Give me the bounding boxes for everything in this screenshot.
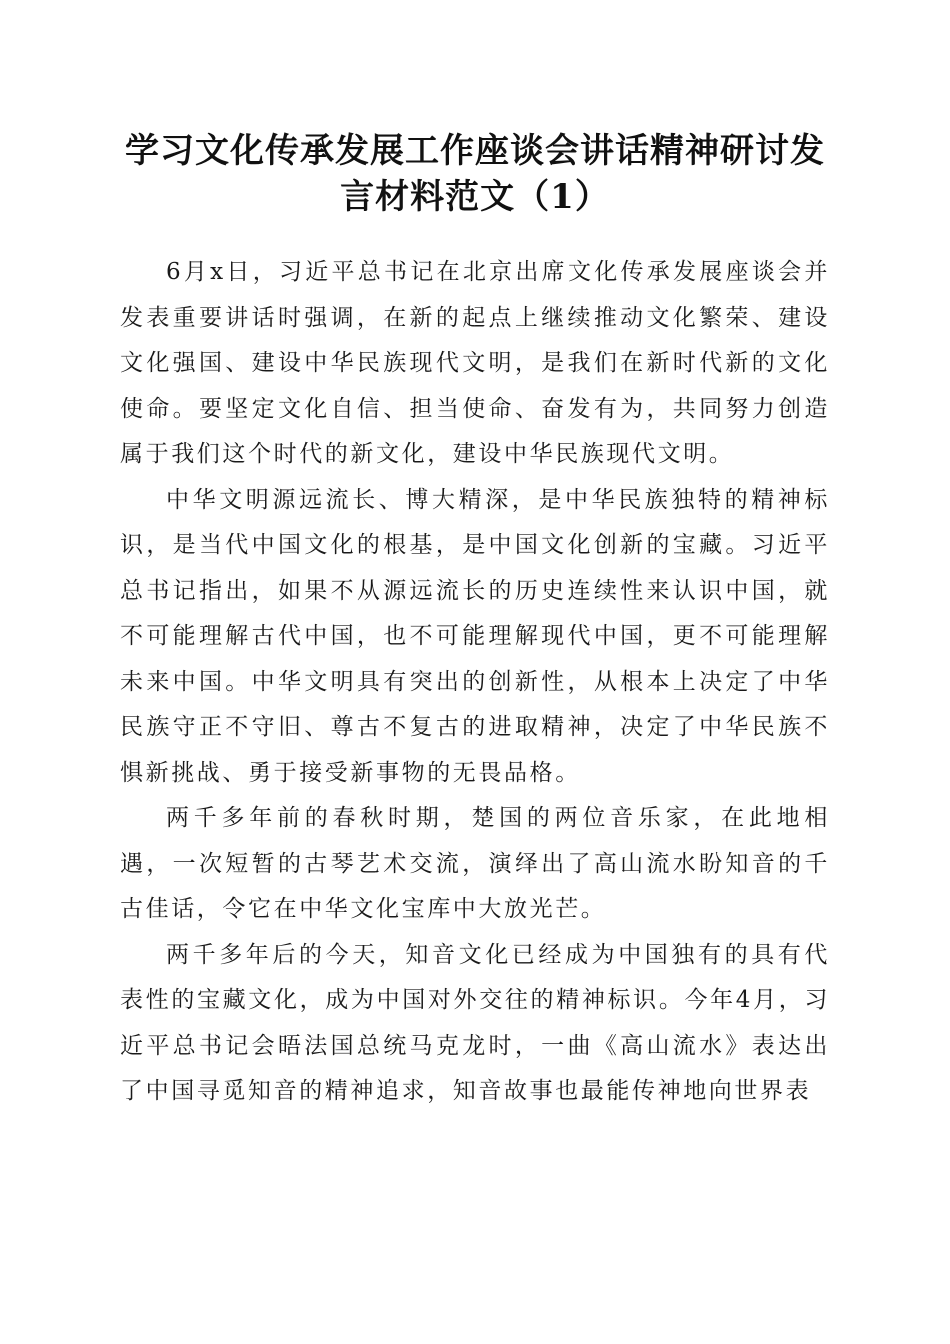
paragraph-4: 两千多年后的今天，知音文化已经成为中国独有的具有代表性的宝藏文化，成为中国对外交往的精神标识。今年4月，习近平总书记会晤法国总统马克龙时，一曲《高山流水》表达出了中国寻觅知音的精神追求，知音故事也最能传神地向世界表 bbox=[120, 941, 830, 1104]
title-line-2: 言材料范文（1） bbox=[340, 177, 610, 217]
document-body bbox=[120, 250, 830, 1115]
paragraph-3: 两千多年前的春秋时期，楚国的两位音乐家，在此地相遇，一次短暂的古琴艺术交流，演绎出了高山流水盼知音的千古佳话，令它在中华文化宝库中大放光芒。 bbox=[120, 805, 830, 922]
paragraph-2: 中华文明源远流长、博大精深，是中华民族独特的精神标识，是当代中国文化的根基，是中国文化创新的宝藏。习近平总书记指出，如果不从源远流长的历史连续性来认识中国，就不可能理解古代中国，也不可能理解现代中国，更不可能理解未来中国。中华文明具有突出的创新性，从根本上决定了中华民族守正不守旧、尊古不复古的进取精神，决定了中华民族不惧新挑战、勇于接受新事物的无畏品格。 bbox=[120, 486, 830, 786]
title-line-1: 学习文化传承发展工作座谈会讲话精神研讨发 bbox=[125, 131, 825, 171]
document-title bbox=[100, 128, 850, 220]
paragraph-1: 6月x日，习近平总书记在北京出席文化传承发展座谈会并发表重要讲话时强调，在新的起点上继续推动文化繁荣、建设文化强国、建设中华民族现代文明，是我们在新时代新的文化使命。要坚定文化自信、担当使命、奋发有为，共同努力创造属于我们这个时代的新文化，建设中华民族现代文明。 bbox=[120, 259, 830, 467]
